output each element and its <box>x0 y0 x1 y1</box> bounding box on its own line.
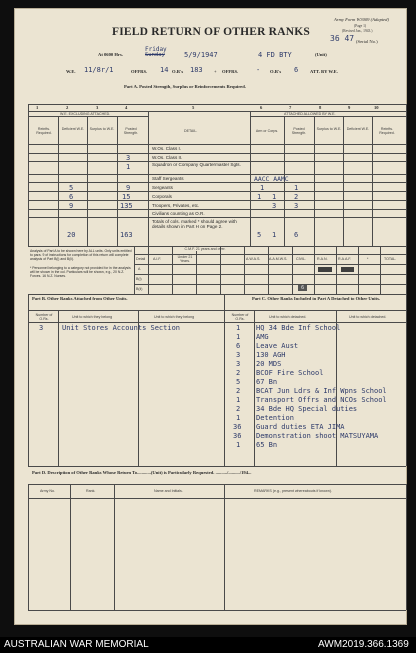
part-c-number-value: 36 <box>233 432 242 440</box>
rule <box>406 246 407 294</box>
rule <box>28 484 29 610</box>
rule <box>250 116 406 117</box>
part-c-unit-value: 67 Bn <box>256 378 278 386</box>
plus-sign: + <box>214 69 217 74</box>
part-d-header-remarks: REMARKS (e.g., present whereabouts if known). <box>254 489 332 493</box>
col-number: 5 <box>192 105 195 110</box>
part-c-number-value: 1 <box>236 414 241 422</box>
deficient-total-value: 20 <box>67 231 76 239</box>
form-id: Army Form W3009 (Adapted) <box>334 17 390 22</box>
header-arm: Arm or Corps. <box>255 129 279 133</box>
footer-accession-number: AWM2019.366.1369 <box>318 639 409 650</box>
form-title: FIELD RETURN OF OTHER RANKS <box>112 26 310 38</box>
col-number: 3 <box>96 105 99 110</box>
rule <box>28 294 406 295</box>
part-c-title: Part C. Other Ranks Included in Part A Detached to Other Units. <box>251 296 381 301</box>
rule <box>343 116 344 246</box>
ors-value: 183 <box>190 66 203 74</box>
part-c-number-value: 2 <box>236 387 241 395</box>
part-c-unit-value: 34 Bde HQ Special duties <box>256 405 358 413</box>
detail-troopers: Troopers, Privates, etc. <box>152 203 200 208</box>
rule <box>406 484 407 610</box>
posted-wo2-value: 3 <box>126 154 131 162</box>
col-number: 1 <box>36 105 39 110</box>
detail-wo1: W.Os. Class I. <box>152 146 182 151</box>
part-c-number-value: 2 <box>236 405 241 413</box>
rule <box>28 116 148 117</box>
part-c-unit-value: BCOF Fire School <box>256 369 324 377</box>
analysis-row-detail: Detail <box>136 257 146 261</box>
rule <box>28 174 406 175</box>
offrs-label: OFFRS. <box>131 69 148 74</box>
header-posted: Posted Strength. <box>123 127 139 135</box>
we-label: W.E. <box>66 69 76 74</box>
analysis-note: * Personnel belonging to a category not provided for in the analysis will be shown in the col. Particulars will be shown, e.g., 20 N.Z. Forces. 16 N.Z. Nurses. <box>30 266 131 278</box>
offrs2-label: OFFRS. <box>222 69 239 74</box>
date-value: 5/9/1947 <box>184 51 218 59</box>
arm-total-value: 5 <box>257 231 262 239</box>
rule <box>28 498 406 499</box>
detail-wo2: W.Os. Class II. <box>152 155 183 160</box>
rule <box>220 246 221 294</box>
deficient-sergeants-value: 5 <box>69 184 74 192</box>
part-b-header-unit: Unit to which they belong <box>72 315 113 319</box>
rule <box>196 251 197 294</box>
rule <box>254 310 255 466</box>
part-c-unit-value: Guard duties ETA JIMA <box>256 423 345 431</box>
col-number: 2 <box>66 105 69 110</box>
rule <box>28 144 406 145</box>
col-number: 9 <box>348 105 351 110</box>
rule <box>28 209 406 210</box>
analysis-header-raaf: R.A.A.F. <box>338 257 352 261</box>
rule <box>268 246 269 294</box>
header-detail: DETAIL. <box>184 129 198 133</box>
rule <box>58 116 59 246</box>
analysis-header-star: * <box>367 257 369 261</box>
detail-corporals: Corporals <box>152 194 172 199</box>
rule <box>28 466 406 467</box>
rule <box>224 294 225 466</box>
part-c-unit-value: 130 AGH <box>256 351 286 359</box>
analysis-row-a: A <box>138 267 141 271</box>
analysis-row-bii: B(ii) <box>136 287 143 291</box>
part-c-unit-value: Demonstration shoot MATSUYAMA <box>256 432 379 440</box>
part-c-number-value: 1 <box>236 441 241 449</box>
part-c-header-unit-2: Unit to which detached. <box>349 315 387 319</box>
detail-cqms: Squadron or Company Quartermaster Sgts. <box>152 162 241 167</box>
rule <box>28 294 29 466</box>
part-c-unit-value: Detention <box>256 414 294 422</box>
rule <box>358 246 359 294</box>
rule <box>134 274 406 275</box>
rule <box>28 310 406 311</box>
detail-civilians: Civilians counting as O.R. <box>152 211 205 216</box>
rule <box>134 284 406 285</box>
deficient-corporals-value: 6 <box>69 193 74 201</box>
detail-totals: Totals of cols. marked * should agree with details shown in Part H on Page 2. <box>152 219 237 230</box>
rule <box>28 484 406 485</box>
day-struck-value: Sunday <box>145 52 165 58</box>
header-att-posted: Posted Strength. <box>291 127 307 135</box>
att-posted-troopers-value: 3 <box>294 202 299 210</box>
rule <box>28 200 406 201</box>
header-deficient: Deficient W.E. <box>61 127 85 131</box>
col-number: 10 <box>374 105 379 110</box>
rule <box>28 322 406 323</box>
att-label: ATT. BY W.E. <box>310 69 338 74</box>
col-number: 4 <box>125 105 128 110</box>
ors2-label: O.R's <box>270 69 282 74</box>
arm2-total-value: 1 <box>272 231 277 239</box>
posted-total-value: 163 <box>120 231 133 239</box>
rule <box>138 310 139 466</box>
part-a-title: Part A. Posted Strength, Surplus or Reinforcements Required. <box>124 84 246 89</box>
rule <box>134 246 135 294</box>
deficient-troopers-value: 9 <box>69 202 74 210</box>
form-page: (Page 1) <box>354 24 367 28</box>
serial-number-value: 36 47 <box>330 34 355 43</box>
hours-label: At 0600 Hrs. <box>98 52 123 57</box>
header-surplus: Surplus to W.E. <box>89 127 115 131</box>
att-posted-corporals-value: 2 <box>294 193 299 201</box>
rule <box>28 217 406 218</box>
header-att-reinfts: Reinfts. Required. <box>379 127 395 135</box>
analysis-header-aamws: A.A.M.W.S. <box>269 257 288 261</box>
rule <box>28 104 29 246</box>
arm-staff-sergeants-value: AACC AAMC <box>254 175 289 183</box>
att-posted-sergeants-value: 1 <box>294 184 299 192</box>
header-reinfts: Reinfts. Required. <box>36 127 52 135</box>
rule <box>372 116 373 246</box>
analysis-header-total: TOTAL. <box>384 257 397 261</box>
part-c-unit-value: Transport Offrs and NCOs School <box>256 396 387 404</box>
analysis-header-civil: CIVIL. <box>296 257 306 261</box>
part-b-title: Part B. Other Ranks Attached from Other Units. <box>32 296 128 301</box>
rule <box>292 246 293 294</box>
group-header-left: W.E. EXCLUDING ATTACHED. <box>60 112 111 116</box>
rule <box>134 264 406 265</box>
analysis-header-cmf: C.M.F. 21 years and over. <box>184 247 226 251</box>
part-c-number-value: 6 <box>236 342 241 350</box>
unit-value: 4 FD BTY <box>258 51 292 59</box>
header-att-surplus: Surplus to W.E. <box>316 127 342 131</box>
rule <box>28 191 406 192</box>
ors-label: O.R's <box>172 69 184 74</box>
offrs2-value: - <box>256 66 261 74</box>
arm2-corporals-value: 1 <box>272 193 277 201</box>
part-c-number-value: 2 <box>236 369 241 377</box>
posted-cqms-value: 1 <box>126 163 131 171</box>
form-revised: (Revised Jan., 1943.) <box>342 29 373 33</box>
footer-bar <box>0 637 416 653</box>
part-b-header-number: Number of O.Rs. <box>35 313 53 321</box>
detail-sergeants: Sergeants <box>152 185 173 190</box>
part-c-unit-value: HQ 34 Bde Inf School <box>256 324 341 332</box>
part-c-number-value: 3 <box>236 351 241 359</box>
part-d-header-army-no: Army No. <box>40 489 55 493</box>
redaction-block <box>318 267 332 272</box>
part-c-number-value: 5 <box>236 378 241 386</box>
offrs-value: 14 <box>160 66 169 74</box>
rule <box>224 484 225 610</box>
analysis-text: Analysis of Part A to be shown here by ALL units. Only units entitled to para. 9 of instructions for completion of this return will complete analysis of Part B(i) and B(ii). <box>30 249 132 261</box>
arm-sergeants-value: 1 <box>260 184 265 192</box>
rule <box>172 246 173 294</box>
rule <box>28 610 406 611</box>
analysis-header-ran: R.A.N. <box>317 257 328 261</box>
part-c-number-value: 36 <box>233 423 242 431</box>
arm-corporals-value: 1 <box>257 193 262 201</box>
posted-troopers-value: 135 <box>120 202 133 210</box>
part-b-header-unit-2: Unit to which they belong <box>154 315 195 319</box>
analysis-header-awas: A.W.A.S. <box>246 257 261 261</box>
rule <box>314 246 315 294</box>
part-c-number-value: 1 <box>236 324 241 332</box>
rule <box>117 116 118 246</box>
col-number: 6 <box>260 105 263 110</box>
part-c-header-number: Number of O.Rs. <box>231 313 249 321</box>
part-c-unit-value: Leave Aust <box>256 342 299 350</box>
col-number: 8 <box>319 105 322 110</box>
rule <box>28 153 406 154</box>
part-b-number-value: 3 <box>39 324 44 332</box>
part-d-header-rank: Rank. <box>86 489 96 493</box>
part-c-number-value: 3 <box>236 360 241 368</box>
part-c-number-value: 1 <box>236 333 241 341</box>
rule <box>148 111 149 246</box>
analysis-row-bi: B(i) <box>136 277 142 281</box>
analysis-header-aif: A.I.F. <box>153 257 162 261</box>
rule <box>114 484 115 610</box>
part-c-unit-value: 65 Bn <box>256 441 278 449</box>
footer-institution: AUSTRALIAN WAR MEMORIAL <box>4 639 149 650</box>
we-value: 11/8r/1 <box>84 66 114 74</box>
rule <box>87 116 88 246</box>
col-number: 7 <box>289 105 292 110</box>
rule <box>148 246 149 294</box>
part-c-number-value: 1 <box>236 396 241 404</box>
detail-staff-sergeants: Staff Sergeants <box>152 176 184 181</box>
part-b-unit-value: Unit Stores Accounts Section <box>62 324 181 332</box>
att-posted-total-value: 6 <box>294 231 299 239</box>
ors2-value: 6 <box>294 66 299 74</box>
rule <box>244 246 245 294</box>
posted-corporals-value: 15 <box>122 193 131 201</box>
part-d-title: Part D. Description of Other Ranks Whose Return To............(Unit) is Particularly Requested. ........../........../194... <box>32 470 252 475</box>
group-header-right: ATTACHED ALLOWED BY W.E. <box>284 112 336 116</box>
form-sheet <box>14 8 407 625</box>
rule <box>336 246 337 294</box>
day-value: Friday <box>145 46 167 53</box>
analysis-civil-value: 6 <box>298 285 307 291</box>
arm2-troopers-value: 3 <box>272 202 277 210</box>
part-c-unit-value: 20 MDS <box>256 360 282 368</box>
part-c-header-unit: Unit to which detached. <box>269 315 307 319</box>
rule <box>70 484 71 610</box>
rule <box>314 116 315 246</box>
rule <box>58 310 59 466</box>
posted-sergeants-value: 9 <box>126 184 131 192</box>
part-c-unit-value: AMG <box>256 333 269 341</box>
serial-number-label: (Serial No.) <box>356 39 378 44</box>
part-d-header-name: Name and Initials. <box>154 489 183 493</box>
rule <box>380 246 381 294</box>
header-att-deficient: Deficient W.E. <box>346 127 370 131</box>
unit-label: (Unit) <box>315 52 327 57</box>
redaction-block <box>341 267 354 272</box>
rule <box>406 104 407 246</box>
analysis-header-under21: Under 21 Years. <box>177 255 193 263</box>
rule <box>250 111 251 246</box>
rule <box>28 182 406 183</box>
part-c-unit-value: BCAT Jun Ldrs & Inf Wpns School <box>256 387 387 395</box>
rule <box>406 294 407 466</box>
